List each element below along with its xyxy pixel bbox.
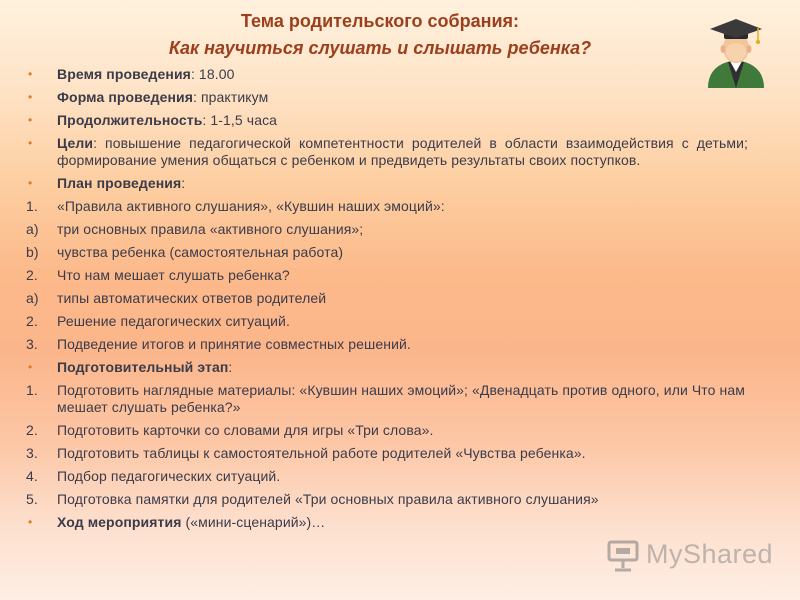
list-item <box>26 267 748 284</box>
list-item <box>26 313 748 330</box>
item-label: Цели <box>57 135 94 151</box>
list-marker: a) <box>26 221 39 237</box>
content-list <box>26 66 748 537</box>
list-item <box>26 112 748 129</box>
list-marker: 3. <box>26 445 38 461</box>
list-item <box>26 135 748 169</box>
list-item <box>26 89 748 106</box>
watermark <box>606 534 776 574</box>
list-item <box>26 336 748 353</box>
list-item <box>26 382 748 416</box>
list-item <box>26 445 748 462</box>
list-marker: 2. <box>26 313 38 329</box>
item-value: три основных правила «активного слушания»; <box>57 221 364 237</box>
item-value: : практикум <box>193 89 269 105</box>
item-label: Продолжительность <box>57 112 203 128</box>
list-marker: • <box>28 136 33 150</box>
title-line-1: Тема родительского собрания: <box>240 11 520 31</box>
item-value: «Правила активного слушания», «Кувшин наших эмоций»: <box>57 198 445 214</box>
item-label: Подготовительный этап <box>57 359 229 375</box>
item-value: Подбор педагогических ситуаций. <box>57 468 281 484</box>
list-marker: • <box>28 90 33 104</box>
list-item <box>26 468 748 485</box>
list-item <box>26 514 748 531</box>
list-item <box>26 491 748 508</box>
list-marker: 5. <box>26 491 38 507</box>
item-value: Что нам мешает слушать ребенка? <box>57 267 290 283</box>
item-value: : <box>228 359 233 375</box>
list-item <box>26 198 748 215</box>
item-label: Время проведения <box>57 66 191 82</box>
list-item <box>26 359 748 376</box>
item-label: Ход мероприятия <box>57 514 182 530</box>
item-value: Подготовка памятки для родителей «Три основных правила активного слушания» <box>57 491 599 507</box>
list-item <box>26 244 748 261</box>
item-label: План проведения <box>57 175 182 191</box>
list-marker: b) <box>26 244 39 260</box>
item-label: Форма проведения <box>57 89 193 105</box>
list-marker: 3. <box>26 336 38 352</box>
list-item <box>26 290 748 307</box>
item-value: типы автоматических ответов родителей <box>57 290 327 306</box>
item-value: Подготовить наглядные материалы: «Кувшин наших эмоций»; «Двенадцать против одного, или Что нам мешает слушать ребенка?» <box>57 382 745 415</box>
list-item <box>26 66 748 83</box>
list-marker: 4. <box>26 468 38 484</box>
item-value: Подведение итогов и принятие совместных решений. <box>57 336 411 352</box>
list-marker: a) <box>26 290 39 306</box>
list-item <box>26 175 748 192</box>
list-marker: 1. <box>26 382 38 398</box>
item-value: («мини-сценарий»)… <box>181 514 326 530</box>
item-value: Решение педагогических ситуаций. <box>57 313 290 329</box>
item-value: : повышение педагогической компетентности родителей в области взаимодействия с детьми; формирование умения общаться с ребенком и предвидеть результаты своих поступков. <box>57 135 748 168</box>
title-line-2: Как научиться слушать и слышать ребенка? <box>168 38 592 58</box>
list-item <box>26 221 748 238</box>
list-marker: • <box>28 67 33 81</box>
list-marker: 2. <box>26 422 38 438</box>
list-marker: • <box>28 515 33 529</box>
presentation-board-icon <box>606 536 640 572</box>
watermark-text: MyShared <box>646 538 774 569</box>
list-marker: 2. <box>26 267 38 283</box>
item-value: чувства ребенка (самостоятельная работа) <box>57 244 344 260</box>
item-value: Подготовить таблицы к самостоятельной работе родителей «Чувства ребенка». <box>57 445 586 461</box>
list-marker: • <box>28 176 33 190</box>
item-value: Подготовить карточки со словами для игры «Три слова». <box>57 422 434 438</box>
item-value: : 1-1,5 часа <box>202 112 278 128</box>
slide-title <box>70 8 690 62</box>
list-marker: • <box>28 360 33 374</box>
list-marker: • <box>28 113 33 127</box>
list-item <box>26 422 748 439</box>
item-value: : 18.00 <box>190 66 235 82</box>
item-value: : <box>181 175 186 191</box>
list-marker: 1. <box>26 198 38 214</box>
